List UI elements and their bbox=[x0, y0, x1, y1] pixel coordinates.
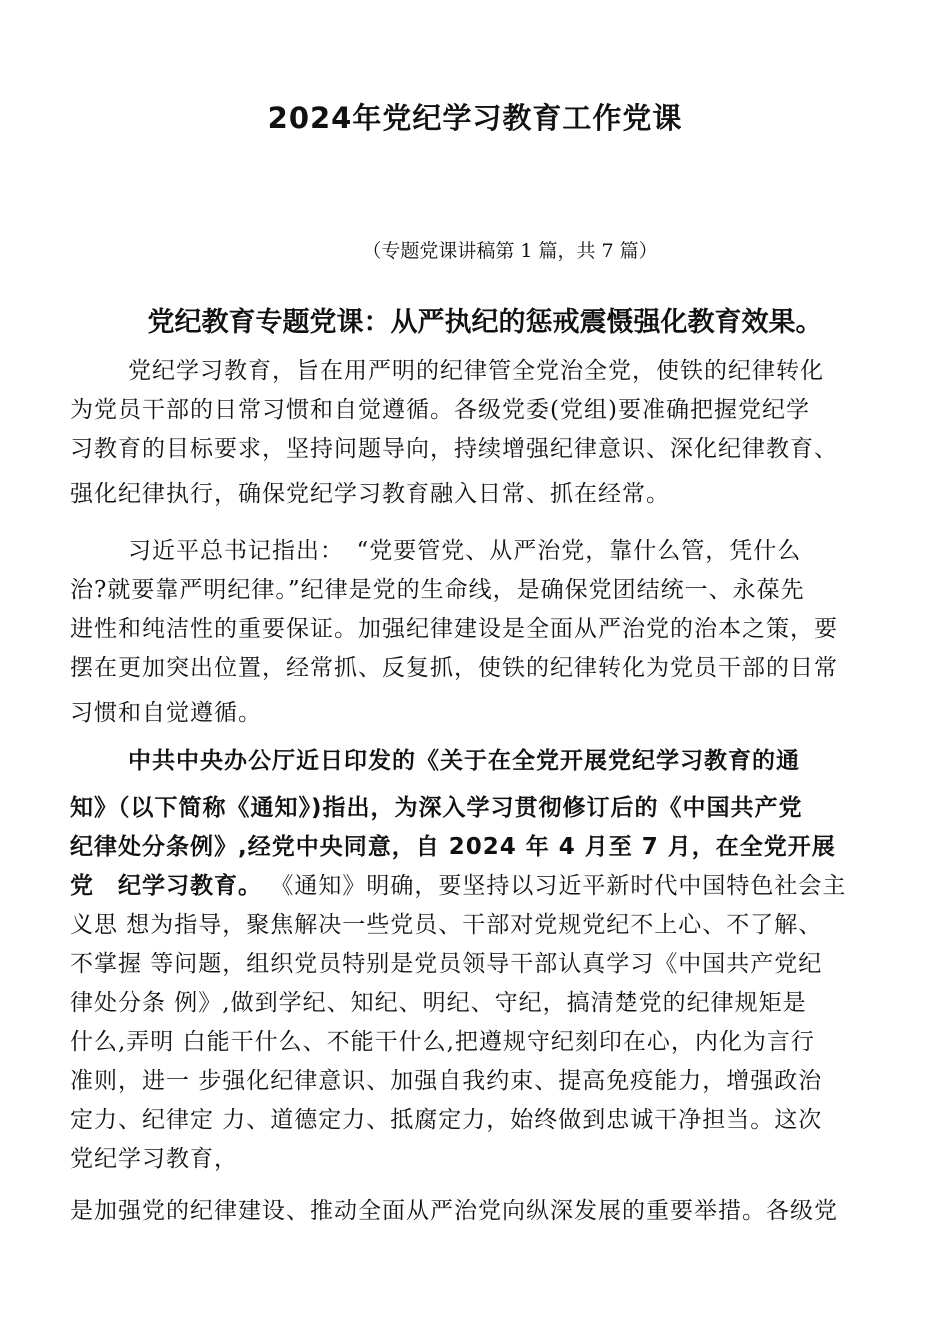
text-line: 准则，进一 步强化纪律意识、加强自我约束、提高免疫能力，增强政治 bbox=[70, 1068, 823, 1094]
document-subtitle: （专题党课讲稿第 1 篇，共 7 篇） bbox=[362, 240, 658, 262]
text-line: 党纪学习教育， bbox=[70, 1146, 238, 1172]
text-line: 习教育的目标要求，坚持问题导向，持续增强纪律意识、深化纪律教育、 bbox=[70, 436, 838, 462]
text-line: 定力、纪律定 力、道德定力、抵腐定力，始终做到忠诚干净担当。这次 bbox=[70, 1107, 823, 1133]
section-heading: 党纪教育专题党课：从严执纪的惩戒震慑强化教育效果。 bbox=[147, 307, 823, 338]
text-line: 义思 想为指导，聚焦解决一些党员、干部对党规党纪不上心、不了解、 bbox=[70, 912, 823, 938]
text-line: 进性和纯洁性的重要保证。加强纪律建设是全面从严治党的治本之策，要 bbox=[70, 616, 838, 642]
text-line: 习惯和自觉遵循。 bbox=[70, 700, 262, 726]
text-line-bold: 中共中央办公厅近日印发的《关于在全党开展党纪学习教育的通 bbox=[128, 748, 800, 774]
text-line: 治?就要靠严明纪律。”纪律是党的生命线，是确保党团结统一、永葆先 bbox=[70, 577, 805, 603]
text-line: 律处分条 例》,做到学纪、知纪、明纪、守纪，搞清楚党的纪律规矩是 bbox=[70, 990, 807, 1016]
paragraph-4 bbox=[70, 1192, 890, 1231]
document-title: 2024年党纪学习教育工作党课 bbox=[267, 101, 683, 135]
text-line-bold: 知》（以下简称《通知》)指出，为深入学习贯彻修订后的《中国共产党 bbox=[70, 795, 803, 821]
text-line: 摆在更加突出位置，经常抓、反复抓，使铁的纪律转化为党员干部的日常 bbox=[70, 655, 838, 681]
text-line-mixed bbox=[70, 867, 890, 906]
paragraph-1 bbox=[70, 352, 890, 514]
text-line: 党纪学习教育，旨在用严明的纪律管全党治全党，使铁的纪律转化 bbox=[128, 358, 824, 384]
text-line-bold: 纪律处分条例》,经党中央同意，自 2024 年 4 月至 7 月，在全党开展 bbox=[70, 834, 836, 860]
text-line: 不掌握 等问题，组织党员特别是党员领导干部认真学习《中国共产党纪 bbox=[70, 951, 823, 977]
text-line: 什么,弄明 白能干什么、不能干什么,把遵规守纪刻印在心，内化为言行 bbox=[70, 1029, 815, 1055]
text-line: 是加强党的纪律建设、推动全面从严治党向纵深发展的重要举措。各级党 bbox=[70, 1198, 838, 1224]
text-span: 《通知》明确，要坚持以习近平新时代中国特色社会主 bbox=[270, 873, 847, 899]
text-line: 强化纪律执行，确保党纪学习教育融入日常、抓在经常。 bbox=[70, 481, 670, 507]
paragraph-2 bbox=[70, 532, 890, 733]
paragraph-3 bbox=[70, 742, 890, 1179]
text-line: 习近平总书记指出： “党要管党、从严治党，靠什么管，凭什么 bbox=[128, 538, 802, 564]
text-line: 为党员干部的日常习惯和自觉遵循。各级党委(党组)要准确把握党纪学 bbox=[70, 397, 810, 423]
text-span-bold: 党 纪学习教育。 bbox=[70, 873, 262, 899]
